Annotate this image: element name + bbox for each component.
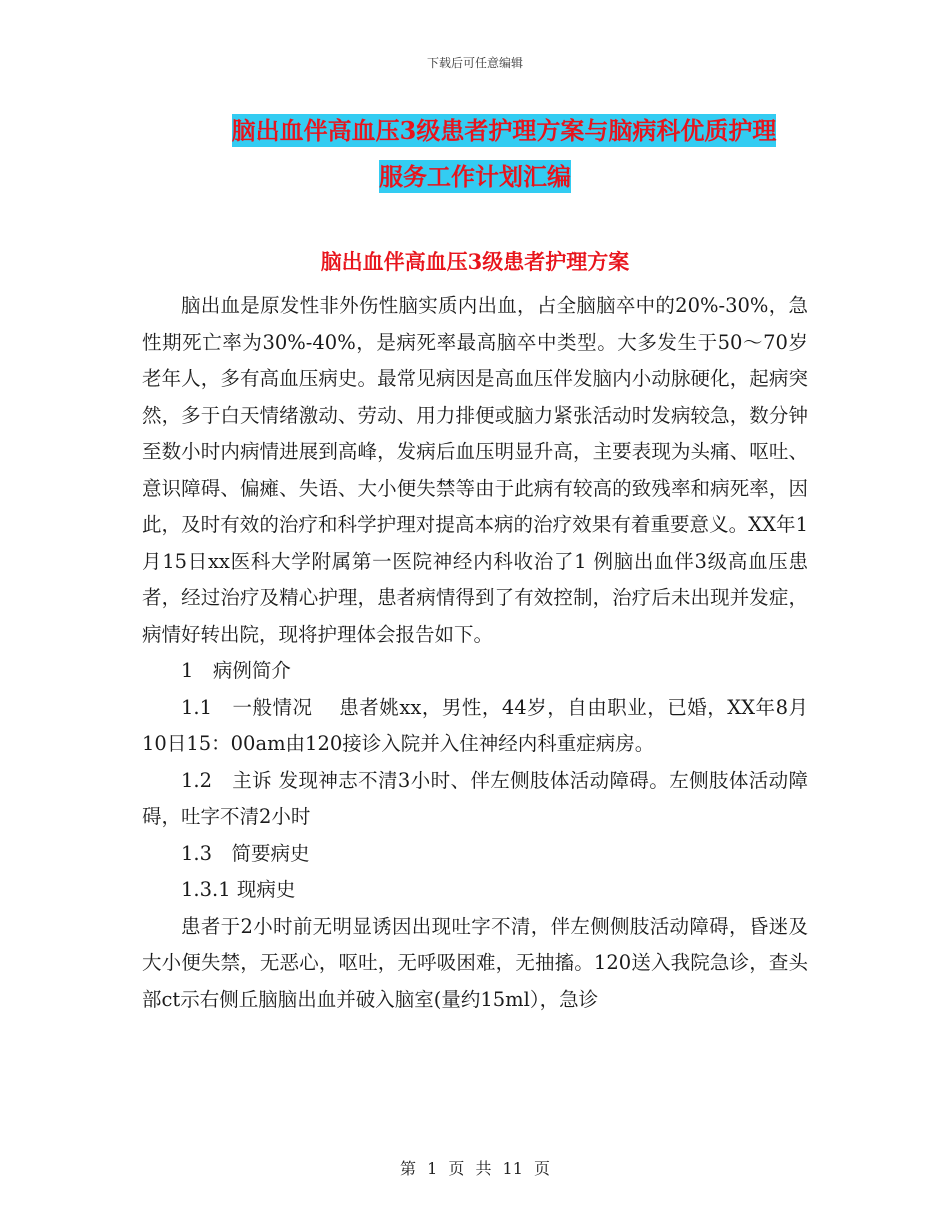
document-title (140, 108, 810, 200)
paragraph-present-illness: 患者于2小时前无明显诱因出现吐字不清，伴左侧侧肢活动障碍，昏迷及大小便失禁，无恶心，呕吐，无呼吸困难，无抽搐。120送入我院急诊，查头部ct示右侧丘脑脑出血并破入脑室(量约15ml），急诊 (142, 914, 808, 1011)
paragraph-general-info: 1.1 一般情况 患者姚xx，男性，44岁，自由职业，已婚，XX年8月10日15：00am由120接诊入院并入住神经内科重症病房。 (142, 695, 808, 755)
document-body (142, 288, 808, 1018)
document-title-line-1: 脑出血伴高血压3级患者护理方案与脑病科优质护理 (231, 116, 777, 145)
paragraph-intro: 脑出血是原发性非外伤性脑实质内出血，占全脑脑卒中的20%-30%，急性期死亡率为30%-40%，是病死率最高脑卒中类型。大多发生于50～70岁老年人，多有高血压病史。最常见病因是高血压伴发脑内小动脉硬化，起病突然，多于白天情绪激动、劳动、用力排便或脑力紧张活动时发病较急，数分钟至数小时内病情进展到高峰，发病后血压明显升高，主要表现为头痛、呕吐、意识障碍、偏瘫、失语、大小便失禁等由于此病有较高的致残率和病死率，因此，及时有效的治疗和科学护理对提高本病的治疗效果有着重要意义。XX年1月15日xx医科大学附属第一医院神经内科收治了1 例脑出血伴3级高血压患者，经过治疗及精心护理，患者病情得到了有效控制，治疗后未出现并发症，病情好转出院，现将护理体会报告如下。 (142, 294, 808, 646)
heading-case-summary: 1 病例简介 (181, 659, 291, 682)
document-title-line-2: 服务工作计划汇编 (379, 162, 571, 191)
section-title: 脑出血伴高血压3级患者护理方案 (320, 249, 630, 274)
heading-brief-history: 1.3 简要病史 (181, 841, 310, 865)
paragraph-chief-complaint: 1.2 主诉 发现神志不清3小时、伴左侧肢体活动障碍。左侧肢体活动障碍，吐字不清2小时 (142, 768, 808, 828)
page-number-footer: 第 1 页 共 11 页 (400, 1159, 550, 1178)
page-header-note: 下载后可任意编辑 (426, 56, 523, 70)
heading-present-illness: 1.3.1 现病史 (181, 878, 296, 901)
